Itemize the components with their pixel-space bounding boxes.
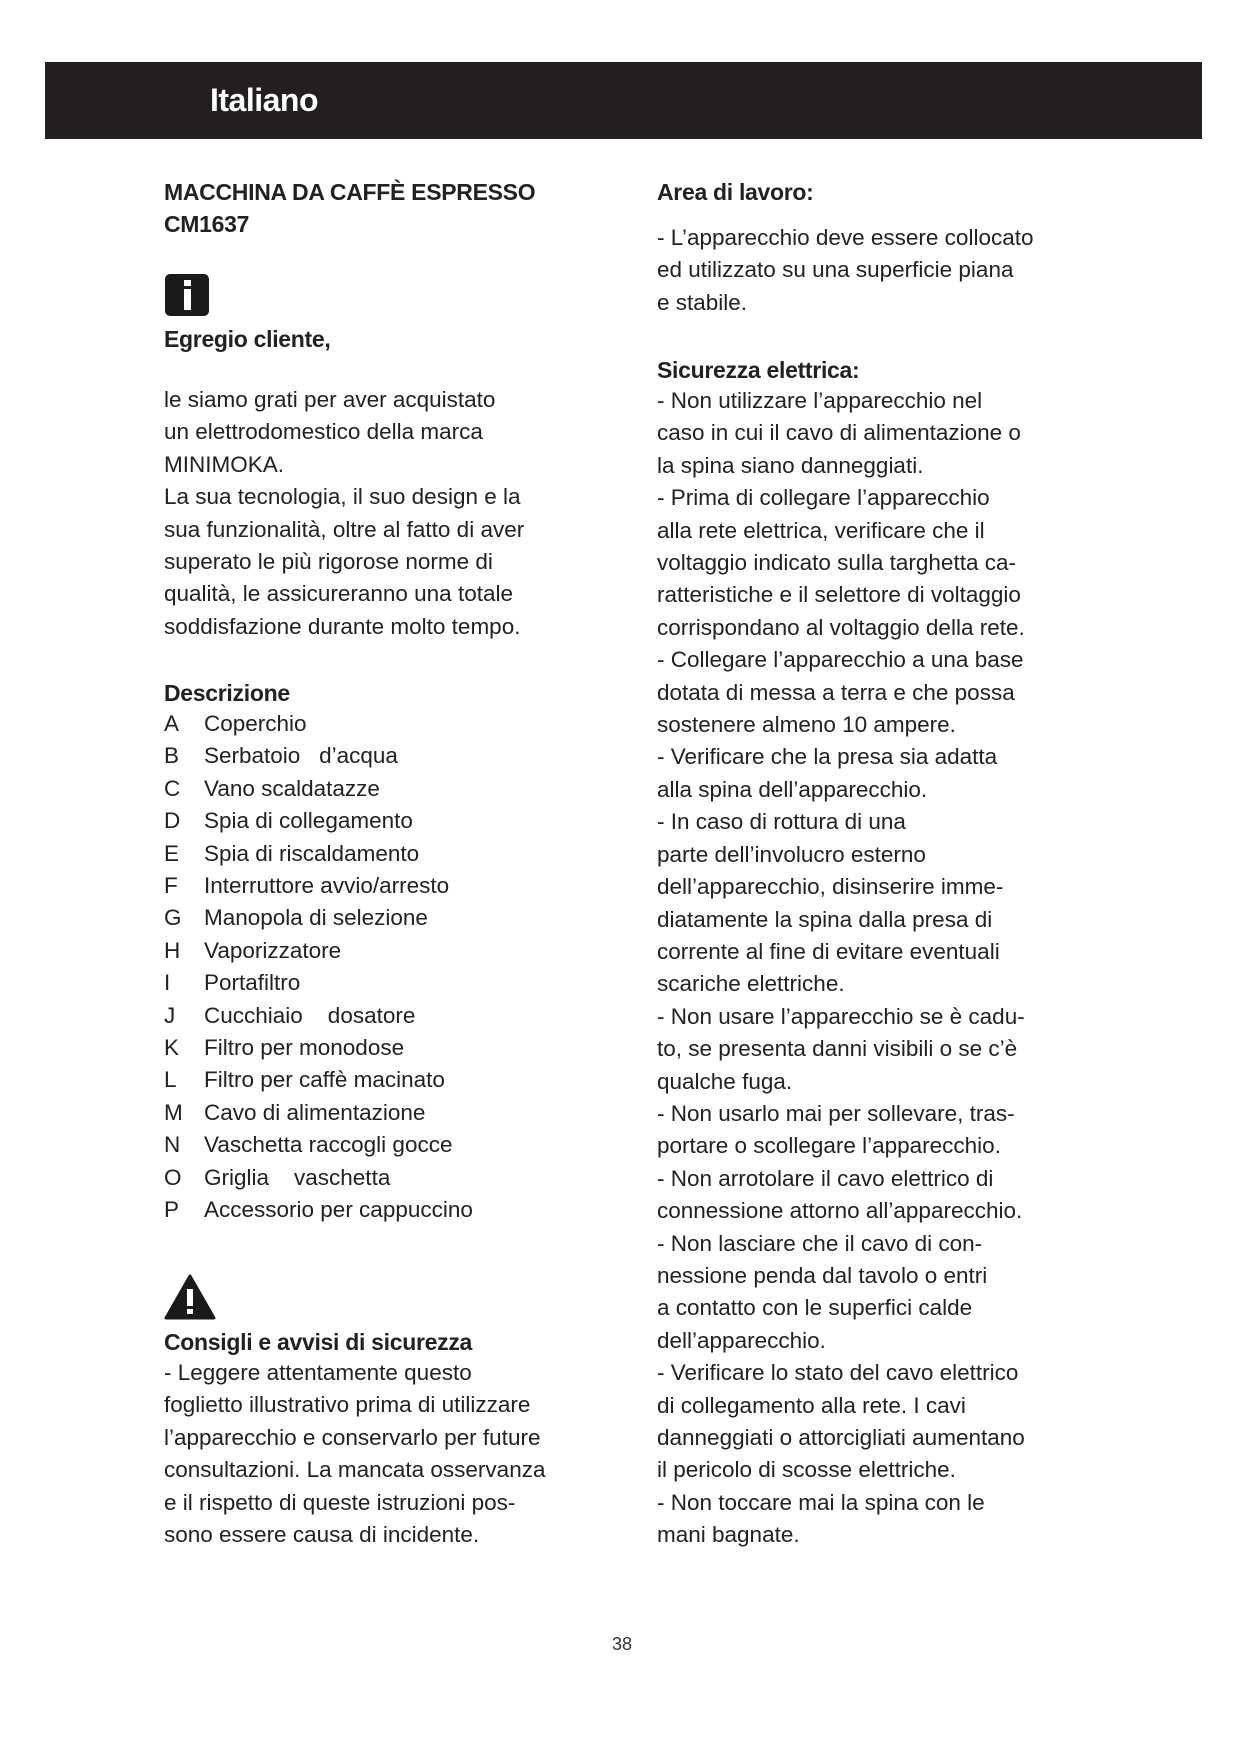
safety-paragraph: [164, 1357, 545, 1551]
text-line: - Non lasciare che il cavo di con-: [657, 1230, 983, 1256]
text-line: dell’apparecchio, disinserire imme-: [657, 874, 1004, 900]
text-line: sono essere causa di incidente.: [164, 1522, 480, 1548]
item-key: D: [164, 808, 181, 834]
text-line: - Non utilizzare l’apparecchio nel: [657, 388, 983, 413]
text-line: e il rispetto di queste istruzioni pos-: [164, 1489, 516, 1515]
text-line: mani bagnate.: [657, 1522, 800, 1548]
electrical-safety-paragraph: [657, 385, 1025, 1552]
text-line: sostenere almeno 10 ampere.: [657, 712, 956, 738]
item-label: Spia di collegamento: [204, 808, 413, 834]
description-item: [164, 708, 473, 740]
text-line: MACCHINA DA CAFFÈ ESPRESSO: [164, 179, 536, 205]
electrical-safety-heading: Sicurezza elettrica:: [657, 357, 860, 383]
text-line: dotata di messa a terra e che possa: [657, 679, 1015, 705]
work-area-paragraph: [657, 222, 1033, 319]
product-title: [164, 176, 535, 241]
text-line: di collegamento alla rete. I cavi: [657, 1392, 966, 1418]
item-key: I: [164, 970, 171, 996]
item-key: A: [164, 711, 180, 736]
item-label: Manopola di selezione: [204, 905, 428, 931]
text-line: voltaggio indicato sulla targhetta ca-: [657, 550, 1016, 576]
text-line: sua funzionalità, oltre al fatto di aver: [164, 516, 525, 542]
intro-paragraph: [164, 384, 524, 643]
text-line: scariche elettriche.: [657, 971, 845, 997]
text-line: alla spina dell’apparecchio.: [657, 776, 928, 802]
text-line: un elettrodomestico della marca: [164, 419, 483, 445]
item-key: G: [164, 905, 182, 931]
page-number: 38: [612, 1634, 633, 1654]
work-area-heading: Area di lavoro:: [657, 179, 814, 205]
text-line: soddisfazione durante molto tempo.: [164, 613, 521, 639]
item-key: L: [164, 1067, 177, 1093]
text-line: diatamente la spina dalla presa di: [657, 906, 993, 932]
info-icon: [165, 274, 209, 316]
description-item: [164, 1097, 473, 1129]
item-label: Griglia vaschetta: [204, 1164, 391, 1190]
text-line: superato le più rigorose norme di: [164, 549, 493, 575]
text-line: parte dell’involucro esterno: [657, 841, 926, 867]
item-key: M: [164, 1099, 183, 1125]
item-label: Interruttore avvio/arresto: [204, 873, 450, 899]
text-line: - Non arrotolare il cavo elettrico di: [657, 1165, 994, 1191]
item-label: Portafiltro: [204, 970, 301, 996]
item-label: Vaporizzatore: [204, 937, 342, 963]
description-item: [164, 740, 473, 772]
description-item: [164, 1032, 473, 1064]
text-line: MINIMOKA.: [164, 451, 285, 477]
item-label: Vano scaldatazze: [204, 775, 380, 801]
warning-icon: [164, 1274, 216, 1320]
text-line: qualche fuga.: [657, 1068, 793, 1094]
item-key: J: [164, 1002, 176, 1028]
item-label: Spia di riscaldamento: [204, 840, 420, 866]
text-line: ratteristiche e il selettore di voltaggio: [657, 582, 1021, 608]
description-heading: Descrizione: [164, 680, 290, 706]
text-line: corrispondano al voltaggio della rete.: [657, 614, 1025, 640]
item-key: E: [164, 840, 180, 866]
item-key: H: [164, 937, 181, 963]
text-line: connessione attorno all’apparecchio.: [657, 1198, 1023, 1224]
description-item: [164, 805, 473, 837]
text-line: - L’apparecchio deve essere collocato: [657, 225, 1034, 250]
text-line: - Verificare che la presa sia adatta: [657, 744, 998, 770]
description-item: [164, 1162, 473, 1194]
text-line: dell’apparecchio.: [657, 1327, 826, 1353]
description-item: [164, 870, 473, 902]
item-key: B: [164, 743, 180, 769]
language-header-bar: [45, 62, 1202, 139]
text-line: - Non usarlo mai per sollevare, tras-: [657, 1100, 1015, 1126]
greeting: Egregio cliente,: [164, 326, 331, 352]
text-line: nessione penda dal tavolo o entri: [657, 1262, 988, 1288]
item-label: Accessorio per cappuccino: [204, 1197, 473, 1223]
description-item: [164, 902, 473, 934]
text-line: caso in cui il cavo di alimentazione o: [657, 420, 1021, 446]
item-key: N: [164, 1132, 181, 1158]
item-label: Cavo di alimentazione: [204, 1099, 426, 1125]
text-line: - Non toccare mai la spina con le: [657, 1489, 985, 1515]
text-line: consultazioni. La mancata osservanza: [164, 1457, 546, 1483]
description-item: [164, 935, 473, 967]
language-title: Italiano: [210, 82, 319, 118]
description-item: [164, 1129, 473, 1161]
text-line: foglietto illustrativo prima di utilizzare: [164, 1392, 531, 1418]
text-line: qualità, le assicureranno una totale: [164, 581, 513, 607]
safety-heading: Consigli e avvisi di sicurezza: [164, 1329, 473, 1355]
text-line: la spina siano danneggiati.: [657, 452, 924, 478]
item-key: C: [164, 775, 181, 801]
description-list: [164, 708, 473, 1227]
description-item: [164, 1194, 473, 1226]
text-line: - In caso di rottura di una: [657, 809, 906, 835]
item-label: Cucchiaio dosatore: [204, 1002, 416, 1028]
description-item: [164, 838, 473, 870]
text-line: il pericolo di scosse elettriche.: [657, 1457, 956, 1483]
text-line: corrente al fine di evitare eventuali: [657, 938, 1000, 964]
item-label: Serbatoio d’acqua: [204, 743, 398, 769]
text-line: - Leggere attentamente questo: [164, 1360, 472, 1385]
text-line: - Verificare lo stato del cavo elettrico: [657, 1360, 1019, 1386]
item-label: Filtro per monodose: [204, 1035, 405, 1061]
text-line: CM1637: [164, 211, 250, 238]
text-line: - Prima di collegare l’apparecchio: [657, 485, 990, 511]
text-line: alla rete elettrica, verificare che il: [657, 517, 985, 543]
text-line: to, se presenta danni visibili o se c’è: [657, 1036, 1018, 1062]
item-label: Vaschetta raccogli gocce: [204, 1132, 453, 1158]
text-line: e stabile.: [657, 289, 748, 315]
description-item: [164, 1000, 473, 1032]
text-line: portare o scollegare l’apparecchio.: [657, 1133, 1001, 1159]
item-key: F: [164, 873, 178, 899]
item-label: Filtro per caffè macinato: [204, 1067, 445, 1093]
text-line: La sua tecnologia, il suo design e la: [164, 484, 521, 510]
description-item: [164, 967, 473, 999]
item-key: O: [164, 1164, 182, 1190]
text-line: danneggiati o attorcigliati aumentano: [657, 1425, 1025, 1450]
text-line: a contatto con le superfici calde: [657, 1295, 973, 1321]
text-line: l’apparecchio e conservarlo per future: [164, 1424, 541, 1450]
item-label: Coperchio: [204, 711, 307, 736]
text-line: ed utilizzato su una superficie piana: [657, 257, 1014, 283]
text-line: - Non usare l’apparecchio se è cadu-: [657, 1003, 1025, 1029]
text-line: - Collegare l’apparecchio a una base: [657, 647, 1024, 673]
description-item: [164, 1064, 473, 1096]
item-key: K: [164, 1035, 180, 1061]
description-item: [164, 773, 473, 805]
text-line: le siamo grati per aver acquistato: [164, 387, 496, 412]
item-key: P: [164, 1197, 180, 1223]
